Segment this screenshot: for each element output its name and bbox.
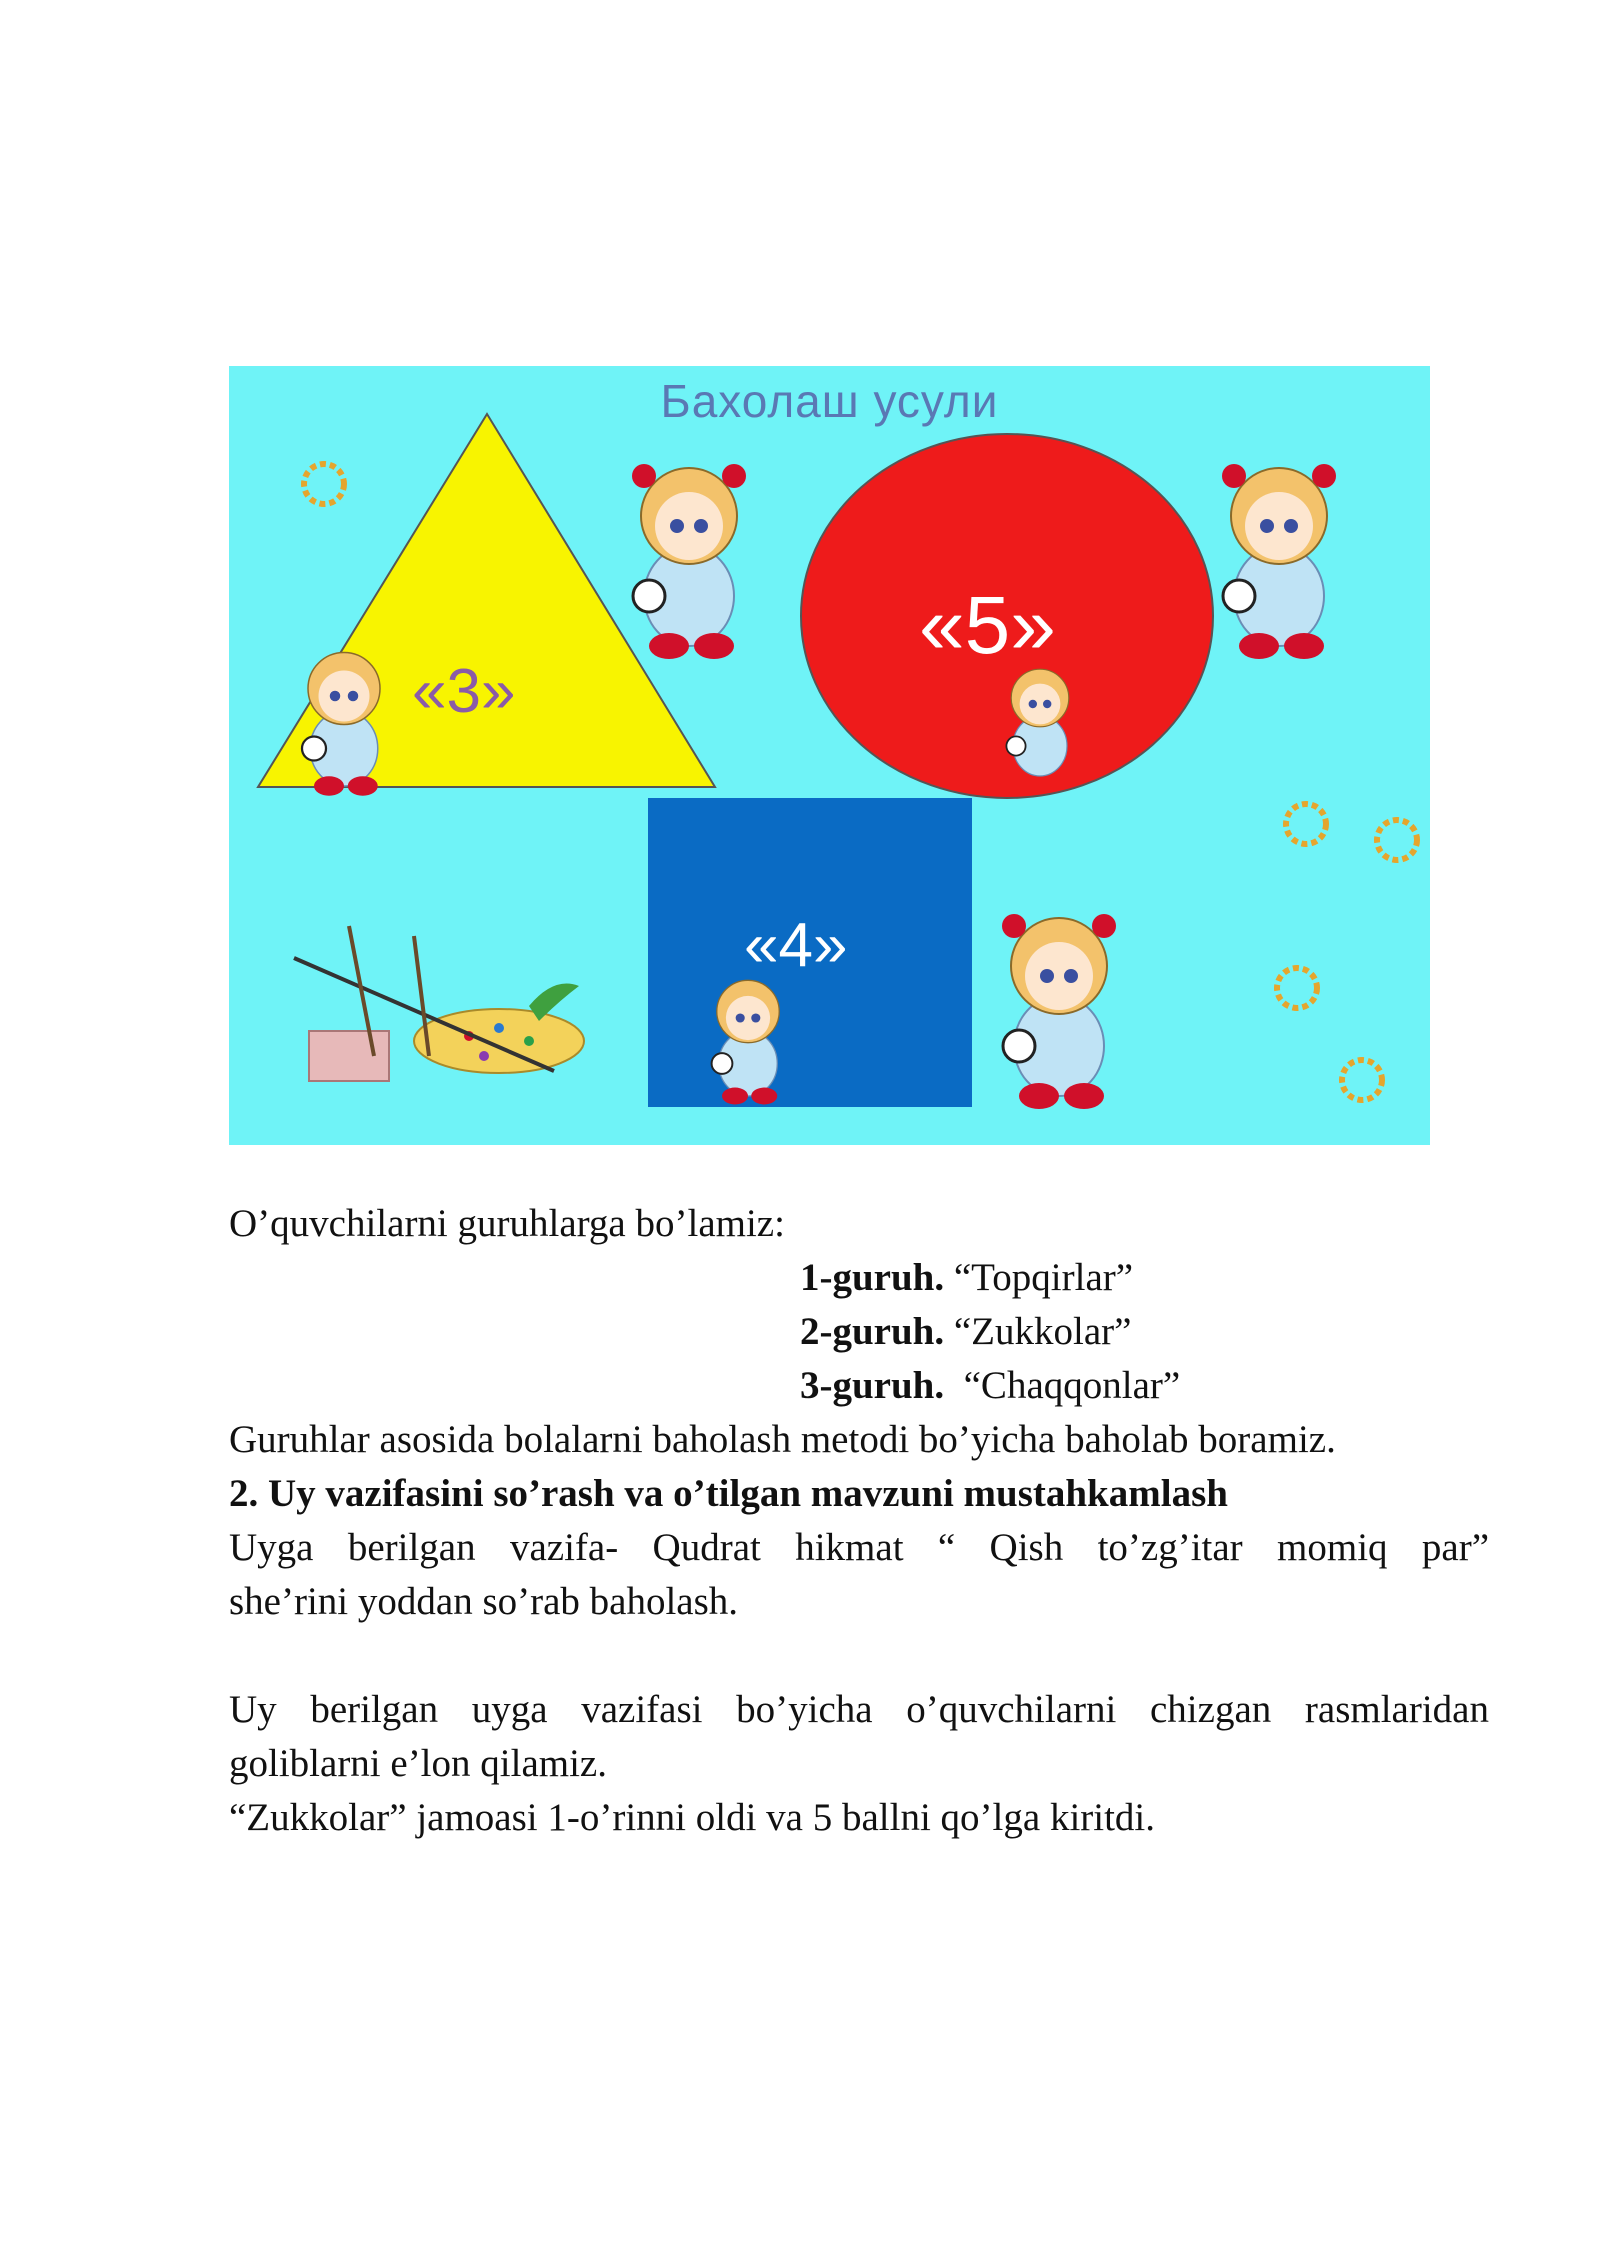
homework-line-2: she’rini yoddan so’rab baholash.	[229, 1580, 739, 1623]
intro-line: O’quvchilarni guruhlarga bo’lamiz:	[229, 1202, 785, 1245]
winners-line-2: goliblarni e’lon qilamiz.	[229, 1742, 607, 1785]
group-label: 1-guruh.	[800, 1256, 945, 1299]
group-name: “Chaqqonlar”	[953, 1364, 1181, 1407]
group-line-2	[229, 1305, 1489, 1359]
illustration-title: Бахолаш усули	[660, 375, 999, 427]
palette-brushes-icon	[294, 926, 584, 1081]
blank-line	[229, 1629, 1489, 1683]
grade-5-label: «5»	[919, 580, 1056, 671]
grade-4-label: «4»	[744, 911, 848, 980]
cartoon-girl-icon	[632, 464, 746, 659]
cartoon-girl-icon	[1222, 464, 1336, 659]
group-label: 2-guruh.	[800, 1310, 945, 1353]
illustration-shapes	[229, 366, 1430, 1145]
winners-line-1: Uy berilgan uyga vazifasi bo’yicha o’quvchilarni chizgan rasmlaridan	[229, 1688, 1489, 1731]
section-heading: 2. Uy vazifasini so’rash va o’tilgan mavzuni mustahkamlash	[229, 1472, 1228, 1515]
cartoon-girl-icon	[1002, 914, 1116, 1109]
assessment-line: Guruhlar asosida bolalarni baholash metodi bo’yicha baholab boramiz.	[229, 1418, 1336, 1461]
group-line-3	[229, 1359, 1489, 1413]
homework-line-1: Uyga berilgan vazifa- Qudrat hikmat “ Qish to’zg’itar momiq par”	[229, 1526, 1489, 1569]
group-name: “Zukkolar”	[953, 1310, 1132, 1353]
body-text	[229, 1197, 1489, 1845]
group-line-1	[229, 1251, 1489, 1305]
result-line: “Zukkolar” jamoasi 1-o’rinni oldi va 5 ballni qo’lga kiritdi.	[229, 1796, 1156, 1839]
grade-3-label: «3»	[412, 657, 516, 726]
group-name: “Topqirlar”	[953, 1256, 1134, 1299]
group-label: 3-guruh.	[800, 1364, 945, 1407]
assessment-illustration	[229, 366, 1430, 1145]
